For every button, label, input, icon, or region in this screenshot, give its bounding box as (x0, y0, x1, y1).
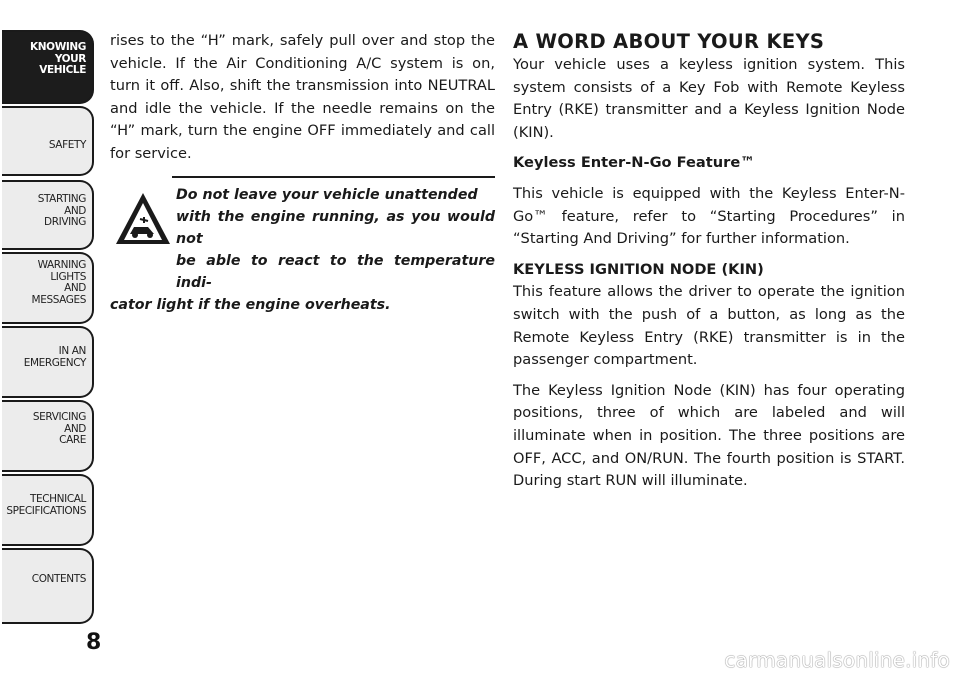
tab-starting-and-driving[interactable]: STARTING AND DRIVING (2, 180, 94, 250)
kin-text-2: The Keyless Ignition Node (KIN) has four operating positions, three of which are labeled and will illuminate when in position. The three positions are OFF, ACC, and ON/RUN. The fourth position is START. During start RUN will illuminate. (513, 381, 905, 490)
warning-line-3: be able to react to the temperature indi- (176, 252, 495, 291)
warning-line-2: with the engine running, as you would not (176, 208, 495, 247)
tab-safety[interactable]: SAFETY (2, 106, 94, 176)
warning-line-4: cator light if the engine overheats. (110, 296, 391, 313)
kin-text-1: This feature allows the driver to operate the ignition switch with the push of a button, as long as the Remote Keyless Entry (RKE) transmitter is in the passenger compartment. (513, 283, 905, 369)
tab-servicing-and-care[interactable]: SERVICING AND CARE (2, 400, 94, 472)
left-column (110, 30, 495, 316)
overheat-paragraph: rises to the “H” mark, safely pull over and stop the vehicle. If the Air Conditioning A/C system is on, turn it off. Also, shift the transmission into NEUTRAL and idle the vehicle. If the needle remains on the “H” mark, turn the engine OFF immediately and call for service. (110, 32, 495, 162)
tab-warning-lights-and-messages[interactable]: WARNING LIGHTS AND MESSAGES (2, 252, 94, 324)
page-number: 8 (86, 630, 102, 655)
warning-line-1: Do not leave your vehicle unattended (176, 186, 478, 203)
kin-heading: KEYLESS IGNITION NODE (KIN) (513, 260, 764, 278)
tab-knowing-your-vehicle[interactable]: KNOWING YOUR VEHICLE (2, 30, 94, 104)
warning-rule (172, 176, 495, 178)
tab-in-an-emergency[interactable]: IN AN EMERGENCY (2, 326, 94, 398)
keys-intro: Your vehicle uses a keyless ignition system. This system consists of a Key Fob with Remote Keyless Entry (RKE) transmitter and a Keyless Ignition Node (KIN). (513, 56, 905, 141)
chapter-sidebar (0, 0, 100, 678)
section-heading: A WORD ABOUT YOUR KEYS (513, 30, 825, 53)
keyless-enter-n-go-heading: Keyless Enter-N-Go Feature™ (513, 154, 755, 172)
keyless-enter-n-go-text: This vehicle is equipped with the Keyless Enter-N-Go™ feature, refer to “Starting Procedures” in “Starting And Driving” for further information. (513, 184, 905, 248)
tab-contents[interactable]: CONTENTS (2, 548, 94, 624)
right-column (513, 30, 905, 501)
warning-box (110, 176, 495, 316)
watermark: carmanualsonline.info (724, 648, 950, 672)
warning-triangle-car-icon (114, 190, 172, 248)
tab-technical-specifications[interactable]: TECHNICAL SPECIFICATIONS (2, 474, 94, 546)
